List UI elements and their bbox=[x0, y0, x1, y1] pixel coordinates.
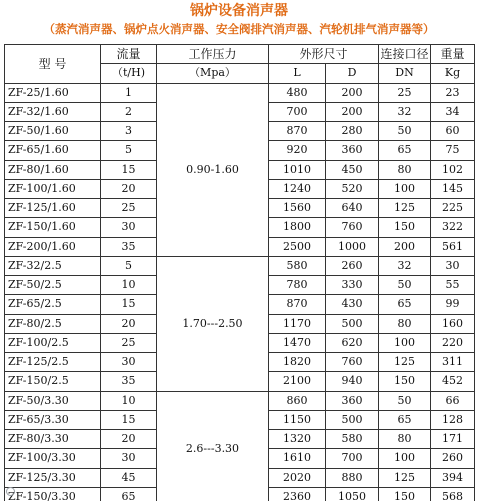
cell-diameter: 640 bbox=[326, 199, 379, 218]
cell-length: 1150 bbox=[269, 410, 326, 429]
header-row bbox=[5, 45, 475, 64]
cell-length: 2100 bbox=[269, 372, 326, 391]
cell-dn: 50 bbox=[379, 276, 431, 295]
cell-flow: 35 bbox=[101, 372, 157, 391]
cell-diameter: 1050 bbox=[326, 487, 379, 501]
cell-dn: 50 bbox=[379, 122, 431, 141]
cell-weight: 60 bbox=[431, 122, 475, 141]
cell-model: ZF-150/2.5 bbox=[5, 372, 101, 391]
cell-length: 1820 bbox=[269, 353, 326, 372]
cell-flow: 30 bbox=[101, 449, 157, 468]
cell-model: ZF-125/2.5 bbox=[5, 353, 101, 372]
unit-weight: Kg bbox=[431, 64, 475, 83]
cell-flow: 25 bbox=[101, 199, 157, 218]
cell-model: ZF-100/3.30 bbox=[5, 449, 101, 468]
cell-weight: 311 bbox=[431, 353, 475, 372]
cell-dn: 125 bbox=[379, 199, 431, 218]
cell-flow: 35 bbox=[101, 237, 157, 256]
cell-diameter: 580 bbox=[326, 430, 379, 449]
cell-dn: 50 bbox=[379, 391, 431, 410]
header-dimensions: 外形尺寸 bbox=[269, 45, 379, 64]
cell-flow: 15 bbox=[101, 295, 157, 314]
cell-weight: 66 bbox=[431, 391, 475, 410]
cell-flow: 30 bbox=[101, 353, 157, 372]
cell-length: 1240 bbox=[269, 179, 326, 198]
cell-dn: 150 bbox=[379, 218, 431, 237]
watermark-logo-icon bbox=[6, 487, 15, 496]
cell-weight: 394 bbox=[431, 468, 475, 487]
cell-pressure: 2.6---3.30 bbox=[157, 391, 269, 501]
cell-length: 1320 bbox=[269, 430, 326, 449]
cell-weight: 30 bbox=[431, 256, 475, 275]
table-row bbox=[5, 256, 475, 275]
cell-diameter: 200 bbox=[326, 83, 379, 102]
cell-model: ZF-200/1.60 bbox=[5, 237, 101, 256]
cell-diameter: 360 bbox=[326, 141, 379, 160]
cell-length: 480 bbox=[269, 83, 326, 102]
cell-model: ZF-80/1.60 bbox=[5, 160, 101, 179]
cell-dn: 80 bbox=[379, 160, 431, 179]
cell-weight: 322 bbox=[431, 218, 475, 237]
cell-length: 1560 bbox=[269, 199, 326, 218]
cell-diameter: 330 bbox=[326, 276, 379, 295]
cell-flow: 5 bbox=[101, 256, 157, 275]
cell-weight: 55 bbox=[431, 276, 475, 295]
cell-flow: 20 bbox=[101, 430, 157, 449]
cell-diameter: 700 bbox=[326, 449, 379, 468]
header-model: 型 号 bbox=[5, 45, 101, 84]
cell-dn: 25 bbox=[379, 83, 431, 102]
cell-model: ZF-50/2.5 bbox=[5, 276, 101, 295]
cell-pressure: 0.90-1.60 bbox=[157, 83, 269, 256]
cell-dn: 125 bbox=[379, 468, 431, 487]
cell-length: 2020 bbox=[269, 468, 326, 487]
cell-flow: 10 bbox=[101, 276, 157, 295]
cell-length: 780 bbox=[269, 276, 326, 295]
cell-flow: 1 bbox=[101, 83, 157, 102]
cell-diameter: 280 bbox=[326, 122, 379, 141]
cell-dn: 100 bbox=[379, 449, 431, 468]
cell-flow: 45 bbox=[101, 468, 157, 487]
cell-weight: 75 bbox=[431, 141, 475, 160]
cell-model: ZF-125/1.60 bbox=[5, 199, 101, 218]
cell-weight: 99 bbox=[431, 295, 475, 314]
cell-dn: 150 bbox=[379, 487, 431, 501]
cell-flow: 5 bbox=[101, 141, 157, 160]
header-connection: 连接口径 bbox=[379, 45, 431, 64]
header-pressure: 工作压力 bbox=[157, 45, 269, 64]
cell-length: 1800 bbox=[269, 218, 326, 237]
cell-dn: 32 bbox=[379, 256, 431, 275]
cell-weight: 561 bbox=[431, 237, 475, 256]
cell-dn: 100 bbox=[379, 333, 431, 352]
cell-length: 1470 bbox=[269, 333, 326, 352]
cell-diameter: 450 bbox=[326, 160, 379, 179]
cell-weight: 145 bbox=[431, 179, 475, 198]
cell-weight: 23 bbox=[431, 83, 475, 102]
header-weight: 重量 bbox=[431, 45, 475, 64]
table-row bbox=[5, 391, 475, 410]
cell-weight: 160 bbox=[431, 314, 475, 333]
cell-weight: 34 bbox=[431, 102, 475, 121]
cell-dn: 32 bbox=[379, 102, 431, 121]
unit-dn: DN bbox=[379, 64, 431, 83]
cell-weight: 220 bbox=[431, 333, 475, 352]
cell-length: 1010 bbox=[269, 160, 326, 179]
cell-flow: 30 bbox=[101, 218, 157, 237]
cell-flow: 10 bbox=[101, 391, 157, 410]
cell-diameter: 500 bbox=[326, 410, 379, 429]
cell-weight: 452 bbox=[431, 372, 475, 391]
cell-model: ZF-65/2.5 bbox=[5, 295, 101, 314]
cell-weight: 225 bbox=[431, 199, 475, 218]
cell-flow: 3 bbox=[101, 122, 157, 141]
cell-model: ZF-100/1.60 bbox=[5, 179, 101, 198]
cell-dn: 80 bbox=[379, 314, 431, 333]
cell-length: 2500 bbox=[269, 237, 326, 256]
cell-model: ZF-65/1.60 bbox=[5, 141, 101, 160]
cell-model: ZF-100/2.5 bbox=[5, 333, 101, 352]
cell-length: 1170 bbox=[269, 314, 326, 333]
unit-flow: （t/H) bbox=[101, 64, 157, 83]
cell-weight: 171 bbox=[431, 430, 475, 449]
unit-length: L bbox=[269, 64, 326, 83]
spec-table-body bbox=[5, 83, 475, 501]
cell-flow: 20 bbox=[101, 179, 157, 198]
cell-dn: 65 bbox=[379, 141, 431, 160]
table-row bbox=[5, 83, 475, 102]
cell-length: 870 bbox=[269, 295, 326, 314]
cell-diameter: 760 bbox=[326, 218, 379, 237]
cell-diameter: 200 bbox=[326, 102, 379, 121]
cell-dn: 65 bbox=[379, 410, 431, 429]
cell-dn: 150 bbox=[379, 372, 431, 391]
cell-pressure: 1.70---2.50 bbox=[157, 256, 269, 391]
document-title: 锅炉设备消声器 bbox=[190, 3, 288, 19]
cell-length: 920 bbox=[269, 141, 326, 160]
cell-length: 860 bbox=[269, 391, 326, 410]
unit-pressure: （Mpa） bbox=[157, 64, 269, 83]
cell-weight: 102 bbox=[431, 160, 475, 179]
cell-length: 870 bbox=[269, 122, 326, 141]
cell-length: 2360 bbox=[269, 487, 326, 501]
cell-flow: 20 bbox=[101, 314, 157, 333]
cell-diameter: 520 bbox=[326, 179, 379, 198]
unit-diameter: D bbox=[326, 64, 379, 83]
cell-model: ZF-125/3.30 bbox=[5, 468, 101, 487]
cell-model: ZF-150/1.60 bbox=[5, 218, 101, 237]
header-flow: 流量 bbox=[101, 45, 157, 64]
spec-table bbox=[4, 44, 475, 501]
document-subtitle: （蒸汽消声器、锅炉点火消声器、安全阀排汽消声器、汽轮机排气消声器等） bbox=[43, 22, 435, 36]
cell-flow: 15 bbox=[101, 410, 157, 429]
cell-dn: 125 bbox=[379, 353, 431, 372]
cell-flow: 25 bbox=[101, 333, 157, 352]
cell-model: ZF-25/1.60 bbox=[5, 83, 101, 102]
cell-flow: 15 bbox=[101, 160, 157, 179]
cell-dn: 100 bbox=[379, 179, 431, 198]
cell-model: ZF-80/3.30 bbox=[5, 430, 101, 449]
cell-dn: 200 bbox=[379, 237, 431, 256]
watermark bbox=[6, 484, 76, 498]
cell-model: ZF-50/3.30 bbox=[5, 391, 101, 410]
cell-weight: 128 bbox=[431, 410, 475, 429]
cell-diameter: 260 bbox=[326, 256, 379, 275]
cell-diameter: 880 bbox=[326, 468, 379, 487]
cell-diameter: 430 bbox=[326, 295, 379, 314]
cell-flow: 65 bbox=[101, 487, 157, 501]
cell-model: ZF-150/3.30 bbox=[5, 487, 101, 501]
cell-dn: 65 bbox=[379, 295, 431, 314]
cell-weight: 260 bbox=[431, 449, 475, 468]
cell-model: ZF-80/2.5 bbox=[5, 314, 101, 333]
cell-flow: 2 bbox=[101, 102, 157, 121]
cell-dn: 80 bbox=[379, 430, 431, 449]
cell-model: ZF-50/1.60 bbox=[5, 122, 101, 141]
cell-diameter: 360 bbox=[326, 391, 379, 410]
cell-length: 1610 bbox=[269, 449, 326, 468]
cell-model: ZF-32/2.5 bbox=[5, 256, 101, 275]
cell-diameter: 760 bbox=[326, 353, 379, 372]
cell-diameter: 620 bbox=[326, 333, 379, 352]
cell-model: ZF-32/1.60 bbox=[5, 102, 101, 121]
cell-diameter: 940 bbox=[326, 372, 379, 391]
cell-model: ZF-65/3.30 bbox=[5, 410, 101, 429]
cell-diameter: 1000 bbox=[326, 237, 379, 256]
cell-length: 580 bbox=[269, 256, 326, 275]
cell-weight: 568 bbox=[431, 487, 475, 501]
cell-diameter: 500 bbox=[326, 314, 379, 333]
cell-length: 700 bbox=[269, 102, 326, 121]
